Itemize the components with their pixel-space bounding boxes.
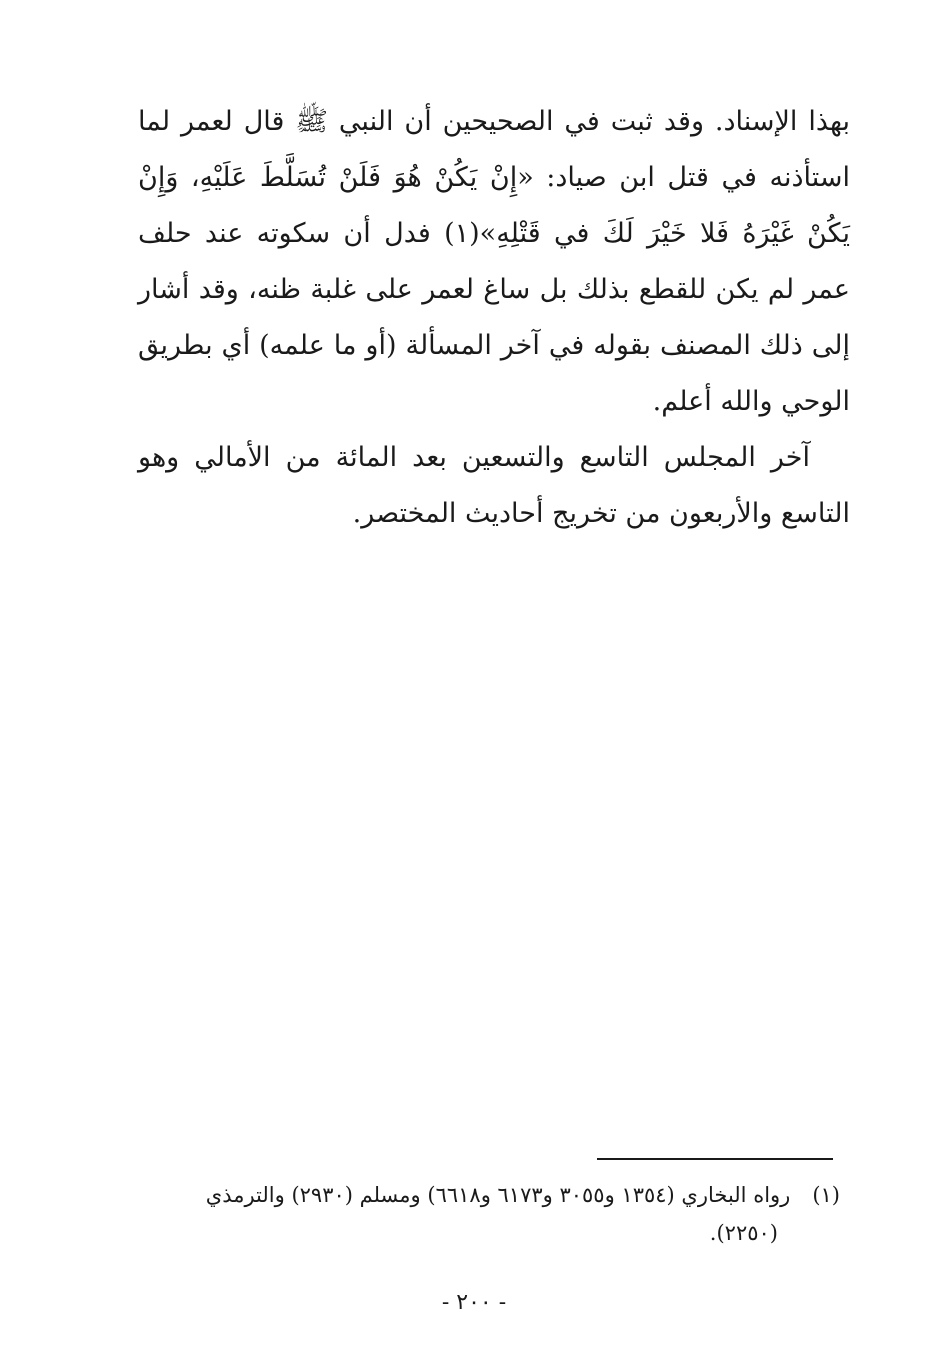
footnote <box>120 1176 840 1252</box>
paragraph-2: آخر المجلس التاسع والتسعين بعد المائة من الأمالي وهو التاسع والأربعون من تخريج أحاديث المختصر. <box>138 442 850 529</box>
footnote-marker: (١) <box>812 1183 840 1207</box>
page-number: - ٢٠٠ - <box>441 1290 507 1315</box>
paragraph-1: بهذا الإسناد. وقد ثبت في الصحيحين أن النبي ﷺ قال لعمر لما استأذنه في قتل ابن صياد: «إِنْ يَكُنْ هُوَ فَلَنْ تُسَلَّطَ عَلَيْهِ، وَإِنْ يَكُنْ غَيْرَهُ فَلا خَيْرَ لَكَ في قَتْلِهِ»(١) فدل أن سكوته عند حلف عمر لم يكن للقطع بذلك بل ساغ لعمر على غلبة ظنه، وقد أشار إلى ذلك المصنف بقوله في آخر المسألة (أو ما علمه) أي بطريق الوحي والله أعلم. <box>138 106 850 417</box>
footnote-continuation: (٢٢٥٠). <box>709 1221 778 1245</box>
main-text <box>138 94 850 542</box>
footnote-text: رواه البخاري (١٣٥٤ و٣٠٥٥ و٦١٧٣ و٦٦١٨) ومسلم (٢٩٣٠) والترمذي <box>205 1183 791 1207</box>
footnote-separator <box>597 1158 833 1160</box>
